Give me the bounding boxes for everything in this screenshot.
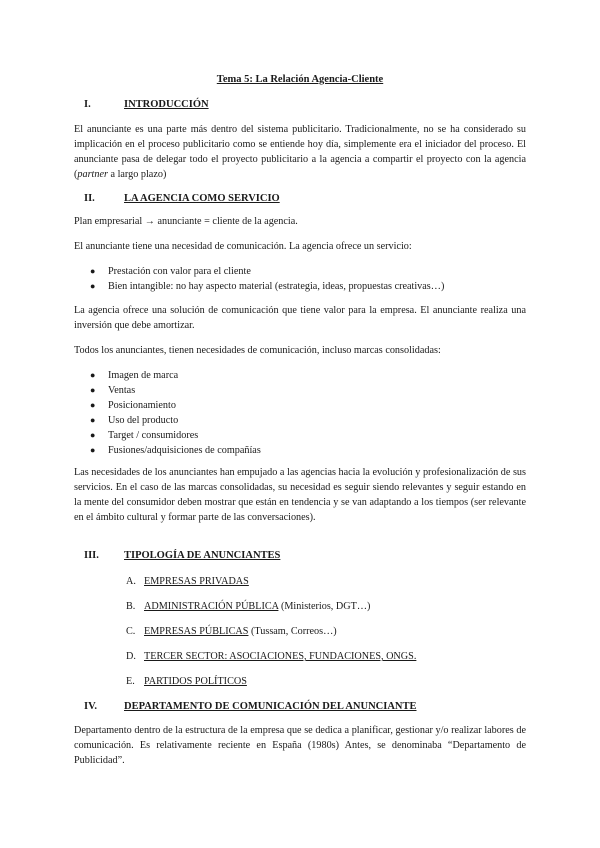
list-item: ● Posicionamiento xyxy=(90,400,176,411)
section-heading-2 xyxy=(84,191,280,206)
list-item: ● Prestación con valor para el cliente xyxy=(90,266,251,277)
list-item: ● Bien intangible: no hay aspecto material (estrategia, ideas, propuestas creativas…) xyxy=(90,281,445,292)
section-title: INTRODUCCIÓN xyxy=(124,99,209,110)
document-title: Tema 5: La Relación Agencia-Cliente xyxy=(216,74,384,85)
bullet-icon: ● xyxy=(90,281,96,291)
bullet-icon: ● xyxy=(90,266,96,276)
section-title: DEPARTAMENTO DE COMUNICACIÓN DEL ANUNCIANTE xyxy=(124,701,417,712)
section-number: I. xyxy=(84,99,91,110)
servicio-line-2: El anunciante tiene una necesidad de comunicación. La agencia ofrece un servicio: xyxy=(74,241,412,252)
servicio-paragraph-2: La agencia ofrece una solución de comunicación que tiene valor para la empresa. El anunciante realiza una inversión que debe amortizar. xyxy=(74,305,526,331)
section-heading-4 xyxy=(84,699,417,714)
list-item: ● Fusiones/adquisiciones de compañías xyxy=(90,445,261,456)
bullet-icon: ● xyxy=(90,400,96,410)
bullet-icon: ● xyxy=(90,370,96,380)
servicio-bullets-1 xyxy=(74,264,444,294)
departamento-paragraph: Departamento dentro de la estructura de la empresa que se dedica a planificar, gestionar y/o realizar labores de comunicación. Es relativamente reciente en España (1980s) Antes, se denominaba “Departamento de Publicidad”. xyxy=(74,725,526,766)
list-item: ● Target / consumidores xyxy=(90,430,199,441)
list-item: C. EMPRESAS PÚBLICAS (Tussam, Correos…) xyxy=(126,626,337,637)
bullet-icon: ● xyxy=(90,430,96,440)
list-item: D. TERCER SECTOR: ASOCIACIONES, FUNDACIONES, ONGS. xyxy=(126,651,417,662)
list-item: ● Imagen de marca xyxy=(90,370,179,381)
tipologia-list xyxy=(122,574,416,699)
bullet-icon: ● xyxy=(90,415,96,425)
section-number: IV. xyxy=(84,701,97,712)
list-item: ● Uso del producto xyxy=(90,415,179,426)
section-heading-3 xyxy=(84,548,280,563)
intro-paragraph: El anunciante es una parte más dentro del sistema publicitario. Tradicionalmente, no se ha considerado su implicación en el proceso publicitario como se entiende hoy día, simplemente era el iniciador del proceso. El anunciante pasa de delegar todo el proyecto publicitario a la agencia a compartir el proyecto con la agencia (partner a largo plazo) xyxy=(74,124,526,180)
section-title: LA AGENCIA COMO SERVICIO xyxy=(124,193,280,204)
partner-italic: partner xyxy=(77,169,108,180)
servicio-line-1: Plan empresarial → anunciante = cliente de la agencia. xyxy=(74,216,298,227)
section-heading-1 xyxy=(84,97,209,112)
bullet-icon: ● xyxy=(90,385,96,395)
section-number: III. xyxy=(84,550,99,561)
list-item: A. EMPRESAS PRIVADAS xyxy=(126,576,249,587)
servicio-paragraph-3: Las necesidades de los anunciantes han empujado a las agencias hacia la evolución y profesionalización de sus servicios. En el caso de las marcas consolidadas, su necesidad es seguir siendo relevantes y seguir estando en la mente del consumidor deben mostrar que están en tendencia y se van adaptando a los tiempos (ser relevante en el ámbito cultural y formar parte de las conversaciones). xyxy=(74,467,526,523)
section-title: TIPOLOGÍA DE ANUNCIANTES xyxy=(124,550,281,561)
bullet-icon: ● xyxy=(90,445,96,455)
list-item: E. PARTIDOS POLÍTICOS xyxy=(126,676,247,687)
servicio-line-3: Todos los anunciantes, tienen necesidades de comunicación, incluso marcas consolidadas: xyxy=(74,345,441,356)
servicio-bullets-2 xyxy=(74,368,261,458)
list-item: B. ADMINISTRACIÓN PÚBLICA (Ministerios, DGT…) xyxy=(126,601,371,612)
section-number: II. xyxy=(84,193,95,204)
list-item: ● Ventas xyxy=(90,385,136,396)
